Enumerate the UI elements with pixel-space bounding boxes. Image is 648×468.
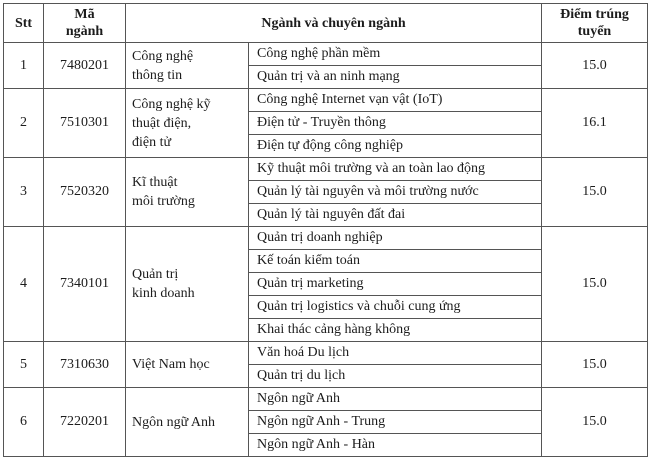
row-stt: 5 bbox=[4, 342, 44, 388]
header-code-line2: ngành bbox=[65, 24, 104, 39]
specialization: Ngôn ngữ Anh - Hàn bbox=[249, 434, 542, 457]
specialization: Điện tự động công nghiệp bbox=[249, 135, 542, 158]
specialization: Kỹ thuật môi trường và an toàn lao động bbox=[249, 158, 542, 181]
admission-score: 15.0 bbox=[542, 43, 648, 89]
major-name-line: kinh doanh bbox=[132, 286, 195, 301]
major-name-line: Công nghệ bbox=[132, 48, 194, 64]
specialization: Quản lý tài nguyên đất đai bbox=[249, 204, 542, 227]
specialization: Quản trị và an ninh mạng bbox=[249, 66, 542, 89]
header-score bbox=[542, 4, 648, 43]
header-code bbox=[44, 4, 126, 43]
header-stt: Stt bbox=[4, 4, 44, 43]
table-row bbox=[4, 89, 648, 112]
specialization: Công nghệ phần mềm bbox=[249, 43, 542, 66]
admission-score: 15.0 bbox=[542, 227, 648, 342]
major-name bbox=[126, 43, 249, 89]
major-name-line: thuật điện, bbox=[132, 115, 192, 131]
major-name-line: Ngôn ngữ Anh bbox=[132, 414, 216, 430]
specialization: Quản trị marketing bbox=[249, 273, 542, 296]
specialization: Ngôn ngữ Anh - Trung bbox=[249, 411, 542, 434]
major-name-line: môi trường bbox=[132, 194, 195, 209]
specialization: Quản lý tài nguyên và môi trường nước bbox=[249, 181, 542, 204]
major-name-line: Công nghệ kỹ bbox=[132, 96, 211, 112]
header-row bbox=[4, 4, 648, 43]
major-name-line: Quản trị bbox=[132, 267, 179, 282]
major-name bbox=[126, 158, 249, 227]
major-name-line: thông tin bbox=[132, 67, 183, 83]
major-name-line: Việt Nam học bbox=[132, 357, 210, 372]
specialization: Ngôn ngữ Anh bbox=[249, 388, 542, 411]
specialization: Quản trị logistics và chuỗi cung ứng bbox=[249, 296, 542, 319]
major-code: 7520320 bbox=[44, 158, 126, 227]
header-score-line1: Điểm trúng bbox=[560, 7, 629, 22]
row-stt: 2 bbox=[4, 89, 44, 158]
major-name-line: điện tử bbox=[132, 134, 172, 150]
specialization: Điện tử - Truyền thông bbox=[249, 112, 542, 135]
admission-score: 15.0 bbox=[542, 388, 648, 457]
major-code: 7480201 bbox=[44, 43, 126, 89]
header-score-line2: tuyển bbox=[577, 24, 612, 39]
major-code: 7340101 bbox=[44, 227, 126, 342]
table-row bbox=[4, 158, 648, 181]
major-name bbox=[126, 388, 249, 457]
table-row bbox=[4, 43, 648, 66]
major-name bbox=[126, 227, 249, 342]
admission-score: 15.0 bbox=[542, 342, 648, 388]
table-row bbox=[4, 388, 648, 411]
admission-score-table bbox=[3, 3, 648, 457]
row-stt: 1 bbox=[4, 43, 44, 89]
admission-score: 15.0 bbox=[542, 158, 648, 227]
header-code-line1: Mã bbox=[74, 7, 95, 22]
specialization: Kế toán kiểm toán bbox=[249, 250, 542, 273]
header-majors: Ngành và chuyên ngành bbox=[126, 4, 542, 43]
major-code: 7310630 bbox=[44, 342, 126, 388]
row-stt: 6 bbox=[4, 388, 44, 457]
specialization: Khai thác cảng hàng không bbox=[249, 319, 542, 342]
major-name bbox=[126, 89, 249, 158]
specialization: Quản trị du lịch bbox=[249, 365, 542, 388]
row-stt: 4 bbox=[4, 227, 44, 342]
table-row bbox=[4, 227, 648, 250]
admission-score: 16.1 bbox=[542, 89, 648, 158]
specialization: Quản trị doanh nghiệp bbox=[249, 227, 542, 250]
major-name-line: Kĩ thuật bbox=[132, 175, 178, 190]
table-row bbox=[4, 342, 648, 365]
table-body bbox=[4, 43, 648, 457]
specialization: Công nghệ Internet vạn vật (IoT) bbox=[249, 89, 542, 112]
row-stt: 3 bbox=[4, 158, 44, 227]
major-code: 7220201 bbox=[44, 388, 126, 457]
specialization: Văn hoá Du lịch bbox=[249, 342, 542, 365]
major-code: 7510301 bbox=[44, 89, 126, 158]
major-name bbox=[126, 342, 249, 388]
